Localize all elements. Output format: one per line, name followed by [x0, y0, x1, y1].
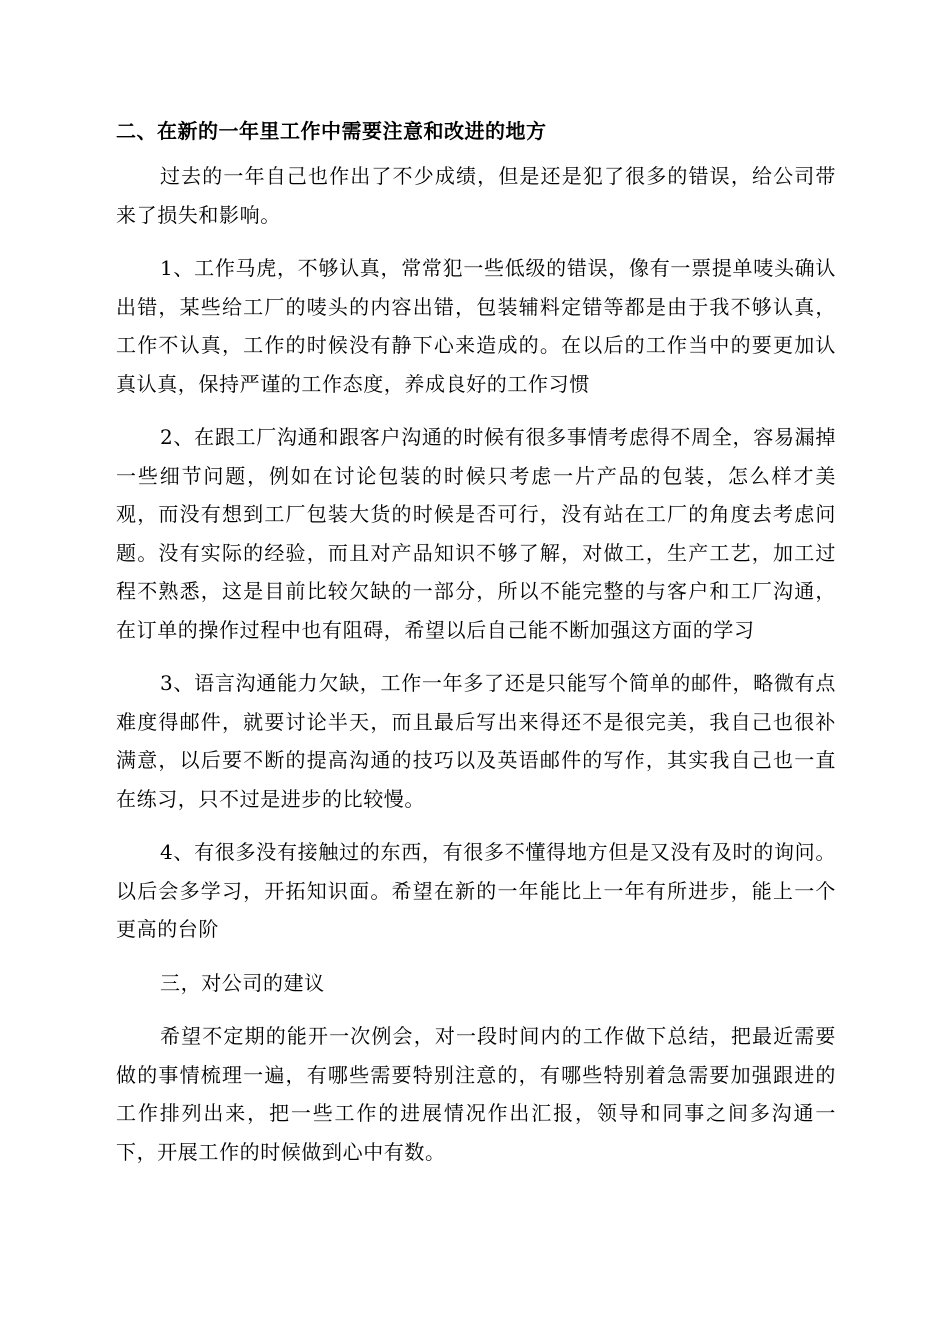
paragraph-suggestion: 希望不定期的能开一次例会，对一段时间内的工作做下总结，把最近需要做的事情梳理一遍，有哪些需要特别注意的，有哪些特别着急需要加强跟进的工作排列出来，把一些工作的进展情况作出汇报，领导和同事之间多沟通一下，开展工作的时候做到心中有数。 [116, 1024, 836, 1164]
paragraph-item-3: 3、语言沟通能力欠缺，工作一年多了还是只能写个简单的邮件，略微有点难度得邮件，就要讨论半天，而且最后写出来得还不是很完美，我自己也很补满意，以后要不断的提高沟通的技巧以及英语邮件的写作，其实我自己也一直在练习，只不过是进步的比较慢。 [116, 671, 836, 811]
paragraph-item-4: 4、有很多没有接触过的东西，有很多不懂得地方但是又没有及时的询问。以后会多学习，开拓知识面。希望在新的一年能比上一年有所进步，能上一个更高的台阶 [116, 840, 836, 941]
section-heading: 二、在新的一年里工作中需要注意和改进的地方 [116, 119, 547, 143]
subsection-heading: 三，对公司的建议 [160, 970, 325, 995]
paragraph-item-1: 1、工作马虎，不够认真，常常犯一些低级的错误，像有一票提单唛头确认出错，某些给工厂的唛头的内容出错，包装辅料定错等都是由于我不够认真，工作不认真，工作的时候没有静下心来造成的。在以后的工作当中的要更加认真认真，保持严谨的工作态度，养成良好的工作习惯 [116, 256, 836, 396]
document-page [116, 112, 836, 1186]
paragraph-intro: 过去的一年自己也作出了不少成绩，但是还是犯了很多的错误，给公司带来了损失和影响。 [116, 164, 836, 227]
paragraph-item-2: 2、在跟工厂沟通和跟客户沟通的时候有很多事情考虑得不周全，容易漏掉一些细节问题，例如在讨论包装的时候只考虑一片产品的包装，怎么样才美观，而没有想到工厂包装大货的时候是否可行，没有站在工厂的角度去考虑问题。没有实际的经验，而且对产品知识不够了解，对做工，生产工艺，加工过程不熟悉，这是目前比较欠缺的一部分，所以不能完整的与客户和工厂沟通，在订单的操作过程中也有阻碍，希望以后自己能不断加强这方面的学习 [116, 425, 836, 642]
